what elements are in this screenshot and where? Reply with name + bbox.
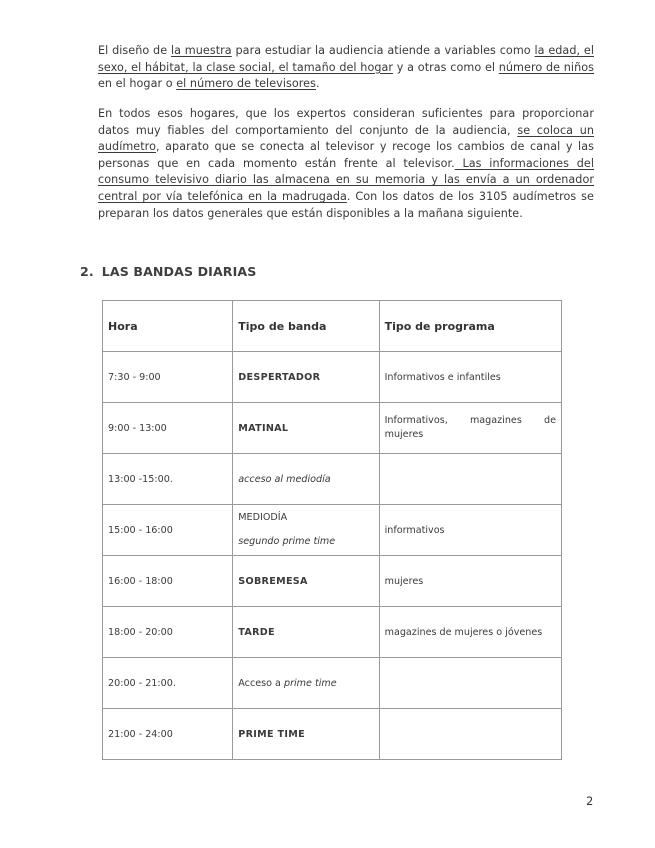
table-row xyxy=(103,505,562,556)
header-hora: Hora xyxy=(103,301,233,352)
text-run: . Con los datos de los 3105 audímetros se preparan los datos generales que están disponibles a la mañana siguiente. xyxy=(98,189,594,220)
table-row xyxy=(103,403,562,454)
cell-programa xyxy=(379,454,561,505)
underlined-text: se coloca un audímetro xyxy=(98,123,594,154)
cell-programa xyxy=(379,658,561,709)
banda-italic: prime time xyxy=(283,677,337,689)
cell-banda xyxy=(233,505,379,556)
cell-programa: Informativos, magazines de mujeres xyxy=(379,403,561,454)
banda-sublabel: segundo prime time xyxy=(238,536,336,547)
cell-hora: 16:00 - 18:00 xyxy=(103,556,233,607)
cell-banda: acceso al mediodía xyxy=(233,454,379,505)
section-heading xyxy=(80,264,256,279)
paragraph-sample-design xyxy=(98,43,594,93)
header-tipo-programa: Tipo de programa xyxy=(379,301,561,352)
text-run: En todos esos hogares, que los expertos consideran suficientes para proporcionar datos muy fiables del comportamiento del conjunto de la audiencia, xyxy=(98,107,594,137)
text-run: , aparato que se conecta al televisor y recoge los cambios de canal y las personas que en cada momento están frente al televisor. xyxy=(98,140,594,170)
cell-banda: TARDE xyxy=(233,607,379,658)
cell-banda: DESPERTADOR xyxy=(233,352,379,403)
section-number: 2. xyxy=(80,264,94,279)
text-run: El diseño de xyxy=(98,44,171,57)
page-number: 2 xyxy=(586,794,594,808)
cell-hora: 9:00 - 13:00 xyxy=(103,403,233,454)
table-row xyxy=(103,658,562,709)
cell-hora: 15:00 - 16:00 xyxy=(103,505,233,556)
cell-hora: 18:00 - 20:00 xyxy=(103,607,233,658)
banda-label: MEDIODÍA xyxy=(238,512,288,523)
cell-hora: 21:00 - 24:00 xyxy=(103,709,233,760)
cell-banda: PRIME TIME xyxy=(233,709,379,760)
paragraph-audimeter xyxy=(98,106,594,222)
cell-banda: SOBREMESA xyxy=(233,556,379,607)
underlined-text: la muestra xyxy=(170,44,232,57)
cell-programa: Informativos e infantiles xyxy=(379,352,561,403)
bands-table xyxy=(102,300,562,760)
section-title: LAS BANDAS DIARIAS xyxy=(101,264,257,279)
cell-hora: 13:00 -15:00. xyxy=(103,454,233,505)
cell-programa: informativos xyxy=(379,505,561,556)
banda-text: Acceso a xyxy=(238,677,284,689)
cell-programa: mujeres xyxy=(379,556,561,607)
header-tipo-banda: Tipo de banda xyxy=(233,301,379,352)
text-run: y a otras como el xyxy=(393,60,499,74)
cell-hora: 7:30 - 9:00 xyxy=(103,352,233,403)
table-row xyxy=(103,556,562,607)
table-row xyxy=(103,454,562,505)
cell-programa: magazines de mujeres o jóvenes xyxy=(379,607,561,658)
underlined-text: Las informaciones del consumo televisivo diario las almacena en su memoria y las envía a un ordenador central por vía telefónica en la madrugada xyxy=(98,156,595,203)
table-header-row xyxy=(103,301,562,352)
table-row xyxy=(103,352,562,403)
underlined-text: el número de televisores xyxy=(176,77,316,91)
underlined-text: número de niños xyxy=(498,60,594,74)
cell-banda: MATINAL xyxy=(233,403,379,454)
table-row xyxy=(103,709,562,760)
text-run: . xyxy=(315,77,320,91)
table-row xyxy=(103,607,562,658)
text-run: en el hogar o xyxy=(98,77,177,91)
text-run: para estudiar la audiencia atiende a variables como xyxy=(231,44,535,57)
cell-banda xyxy=(233,658,379,709)
cell-hora: 20:00 - 21:00. xyxy=(103,658,233,709)
underlined-text: la edad, el sexo, el hábitat, la clase social, el tamaño del hogar xyxy=(98,44,594,74)
cell-programa xyxy=(379,709,561,760)
